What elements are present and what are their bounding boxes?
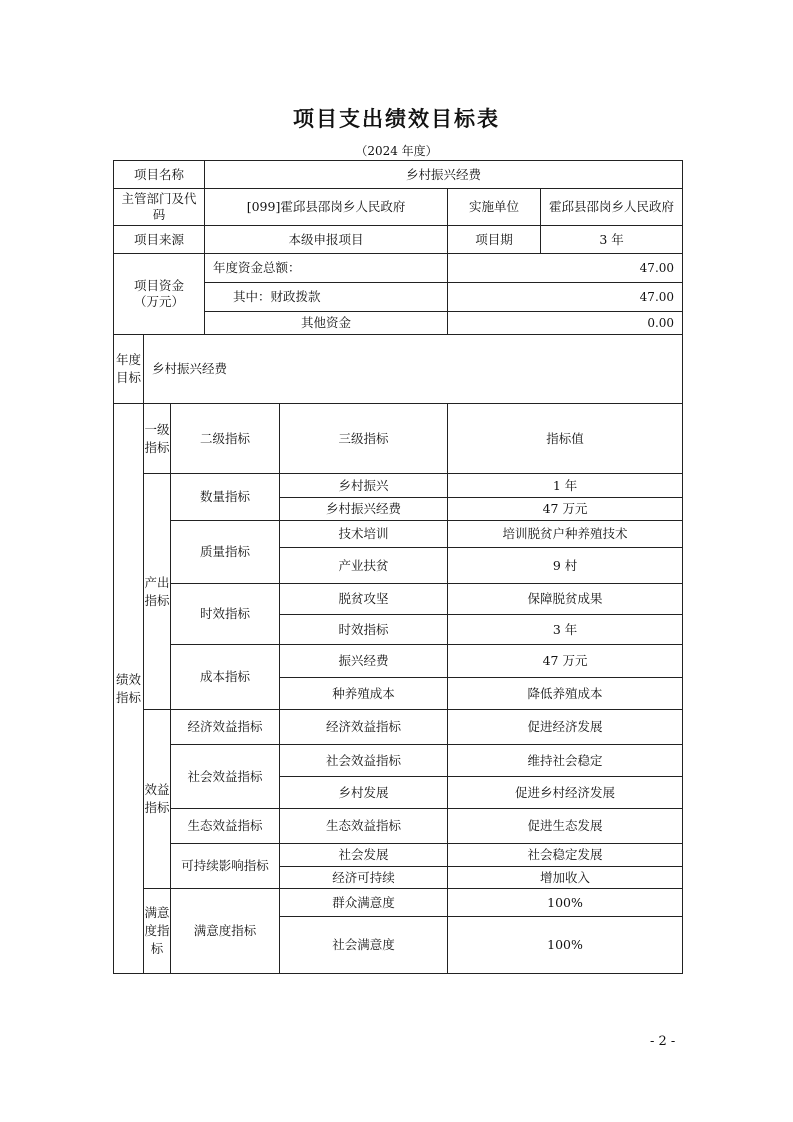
performance-indicator-label: 绩效指标 xyxy=(114,404,144,974)
level3-header: 三级指标 xyxy=(280,404,448,474)
ecological-indicator-label: 生态效益指标 xyxy=(171,809,280,844)
table-row xyxy=(114,474,683,498)
row-annual-goal xyxy=(114,335,683,404)
indicator-name: 种养殖成本 xyxy=(280,678,448,710)
annual-goal-label: 年度目标 xyxy=(114,335,144,404)
table-row xyxy=(114,710,683,745)
funds-fiscal-value: 47.00 xyxy=(448,283,683,312)
indicator-value: 促进经济发展 xyxy=(448,710,683,745)
sustainable-indicator-label: 可持续影响指标 xyxy=(171,844,280,889)
satisfaction-level2-label: 满意度指标 xyxy=(171,889,280,974)
indicator-name: 乡村发展 xyxy=(280,777,448,809)
economic-indicator-label: 经济效益指标 xyxy=(171,710,280,745)
indicator-value: 社会稳定发展 xyxy=(448,844,683,867)
row-funds-total xyxy=(114,254,683,283)
indicator-value: 维持社会稳定 xyxy=(448,745,683,777)
social-indicator-label: 社会效益指标 xyxy=(171,745,280,809)
table-row xyxy=(114,645,683,678)
implementing-unit-value: 霍邱县邵岗乡人民政府 xyxy=(549,199,675,214)
indicator-value: 3 年 xyxy=(448,615,683,645)
indicator-value: 47 万元 xyxy=(448,498,683,521)
period-value: 3 年 xyxy=(599,231,624,247)
project-name-label: 项目名称 xyxy=(114,161,205,189)
page-number: - 2 - xyxy=(650,1034,676,1049)
performance-target-table xyxy=(113,160,683,974)
quality-indicator-label: 质量指标 xyxy=(171,521,280,584)
timeliness-indicator-label: 时效指标 xyxy=(171,584,280,645)
indicator-value: 培训脱贫户种养殖技术 xyxy=(448,521,683,548)
indicator-value: 1 年 xyxy=(448,474,683,498)
funds-other-label: 其他资金 xyxy=(205,312,448,335)
level2-header: 二级指标 xyxy=(171,404,280,474)
row-source xyxy=(114,226,683,254)
source-value: 本级申报项目 xyxy=(205,226,448,254)
indicator-value: 100% xyxy=(448,917,683,974)
cost-indicator-label: 成本指标 xyxy=(171,645,280,710)
department-label: 主管部门及代码 xyxy=(114,189,205,226)
indicator-name: 产业扶贫 xyxy=(280,548,448,584)
funds-total-label: 年度资金总额： xyxy=(205,254,448,283)
output-indicator-label: 产出指标 xyxy=(144,474,171,710)
indicator-value: 增加收入 xyxy=(448,867,683,889)
level1-header: 一级指标 xyxy=(144,404,171,474)
indicator-value: 保障脱贫成果 xyxy=(448,584,683,615)
page-title: 项目支出绩效目标表 xyxy=(293,107,500,131)
row-project-name xyxy=(114,161,683,189)
indicator-name: 社会满意度 xyxy=(280,917,448,974)
table-row xyxy=(114,584,683,615)
indicator-value: 100% xyxy=(448,889,683,917)
indicator-name: 振兴经费 xyxy=(280,645,448,678)
indicator-value: 47 万元 xyxy=(448,645,683,678)
indicator-name: 脱贫攻坚 xyxy=(280,584,448,615)
funds-fiscal-label: 其中：财政拨款 xyxy=(205,283,448,312)
indicator-name: 社会效益指标 xyxy=(280,745,448,777)
indicator-name: 经济可持续 xyxy=(280,867,448,889)
indicator-name: 群众满意度 xyxy=(280,889,448,917)
quantity-indicator-label: 数量指标 xyxy=(171,474,280,521)
indicator-name: 生态效益指标 xyxy=(280,809,448,844)
table-row xyxy=(114,889,683,917)
indicator-name: 社会发展 xyxy=(280,844,448,867)
funds-other-value: 0.00 xyxy=(448,312,683,335)
implementing-unit-label: 实施单位 xyxy=(448,189,541,225)
indicator-name: 乡村振兴经费 xyxy=(280,498,448,521)
indicator-value: 促进生态发展 xyxy=(448,809,683,844)
indicator-name: 技术培训 xyxy=(280,521,448,548)
funds-total-value: 47.00 xyxy=(448,254,683,283)
period-label: 项目期 xyxy=(448,226,541,253)
table-row xyxy=(114,745,683,777)
indicator-name: 经济效益指标 xyxy=(280,710,448,745)
row-indicator-header xyxy=(114,404,683,474)
indicator-name: 乡村振兴 xyxy=(280,474,448,498)
year-subtitle: （2024 年度） xyxy=(355,144,438,158)
benefit-indicator-label: 效益指标 xyxy=(144,710,171,889)
satisfaction-level1-label: 满意度指标 xyxy=(144,889,171,974)
table-row xyxy=(114,521,683,548)
row-department xyxy=(114,189,683,226)
department-value: [099]霍邱县邵岗乡人民政府 xyxy=(205,189,448,226)
source-label: 项目来源 xyxy=(114,226,205,254)
funds-label: 项目资金（万元） xyxy=(114,254,205,335)
project-name-value: 乡村振兴经费 xyxy=(205,161,683,189)
value-header: 指标值 xyxy=(448,404,683,474)
table-row xyxy=(114,844,683,867)
indicator-value: 促进乡村经济发展 xyxy=(448,777,683,809)
table-row xyxy=(114,809,683,844)
indicator-value: 9 村 xyxy=(448,548,683,584)
indicator-name: 时效指标 xyxy=(280,615,448,645)
annual-goal-value: 乡村振兴经费 xyxy=(144,335,683,404)
indicator-value: 降低养殖成本 xyxy=(448,678,683,710)
